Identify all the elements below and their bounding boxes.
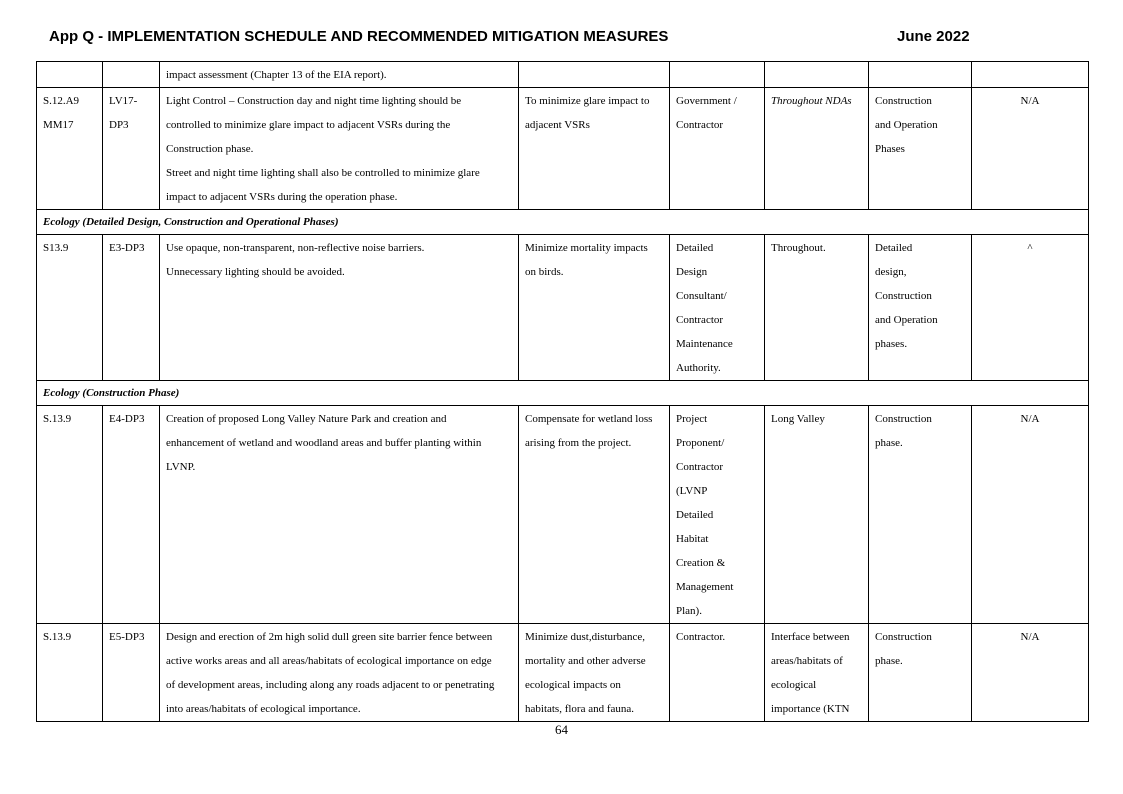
status-cell: N/A (972, 624, 1089, 722)
measure-cell: Design and erection of 2m high solid dull green site barrier fence between active works areas and all areas/habitats of ecological importance on edge of development areas, including along any roads adjacent to or penetrating into areas/habitats of ecological importance. (160, 624, 519, 722)
objective-cell: Minimize mortality impacts on birds. (519, 235, 670, 381)
measure-cell: impact assessment (Chapter 13 of the EIA report). (160, 62, 519, 88)
measure-cell: Light Control – Construction day and night time lighting should be controlled to minimize glare impact to adjacent VSRs during the Construction phase. Street and night time lighting shall also be controlled to minimize glare impact to adjacent VSRs during the operation phase. (160, 88, 519, 210)
eia-ref-cell: S.13.9 (37, 406, 103, 624)
measure-cell: Creation of proposed Long Valley Nature Park and creation and enhancement of wetland and woodland areas and buffer planting within LVNP. (160, 406, 519, 624)
section-heading-row (37, 210, 1089, 235)
table-row (37, 88, 1089, 210)
eia-ref-cell: S13.9 (37, 235, 103, 381)
section-heading: Ecology (Construction Phase) (37, 381, 1089, 406)
timing-cell: Detailed design, Construction and Operation phases. (869, 235, 972, 381)
document-date: June 2022 (897, 28, 970, 45)
table-row (37, 62, 1089, 88)
location-cell: Long Valley (765, 406, 869, 624)
section-heading-row (37, 381, 1089, 406)
status-cell: N/A (972, 406, 1089, 624)
objective-cell: To minimize glare impact to adjacent VSRs (519, 88, 670, 210)
measure-cell: Use opaque, non-transparent, non-reflective noise barriers. Unnecessary lighting should be avoided. (160, 235, 519, 381)
objective-cell: Minimize dust,disturbance, mortality and other adverse ecological impacts on habitats, flora and fauna. (519, 624, 670, 722)
measure-id-cell: E4-DP3 (103, 406, 160, 624)
implementation-schedule-table (36, 61, 1089, 722)
timing-cell: Construction and Operation Phases (869, 88, 972, 210)
measure-id-cell: E3-DP3 (103, 235, 160, 381)
section-heading: Ecology (Detailed Design, Construction and Operational Phases) (37, 210, 1089, 235)
table-row (37, 624, 1089, 722)
status-cell: N/A (972, 88, 1089, 210)
timing-cell: Construction phase. (869, 624, 972, 722)
location-cell: Throughout NDAs (765, 88, 869, 210)
location-cell: Throughout. (765, 235, 869, 381)
document-title: App Q - IMPLEMENTATION SCHEDULE AND RECOMMENDED MITIGATION MEASURES (49, 28, 669, 45)
page-number: 64 (555, 722, 568, 737)
timing-cell: Construction phase. (869, 406, 972, 624)
implementation-agent-cell: Government / Contractor (670, 88, 765, 210)
status-cell: ^ (972, 235, 1089, 381)
measure-id-cell: E5-DP3 (103, 624, 160, 722)
objective-cell: Compensate for wetland loss arising from the project. (519, 406, 670, 624)
implementation-agent-cell: Project Proponent/ Contractor (LVNP Detailed Habitat Creation & Management Plan). (670, 406, 765, 624)
table-row (37, 406, 1089, 624)
implementation-agent-cell: Detailed Design Consultant/ Contractor Maintenance Authority. (670, 235, 765, 381)
eia-ref-cell: S.12.A9 MM17 (37, 88, 103, 210)
eia-ref-cell: S.13.9 (37, 624, 103, 722)
table-row (37, 235, 1089, 381)
location-cell: Interface between areas/habitats of ecological importance (KTN (765, 624, 869, 722)
measure-id-cell: LV17- DP3 (103, 88, 160, 210)
implementation-agent-cell: Contractor. (670, 624, 765, 722)
